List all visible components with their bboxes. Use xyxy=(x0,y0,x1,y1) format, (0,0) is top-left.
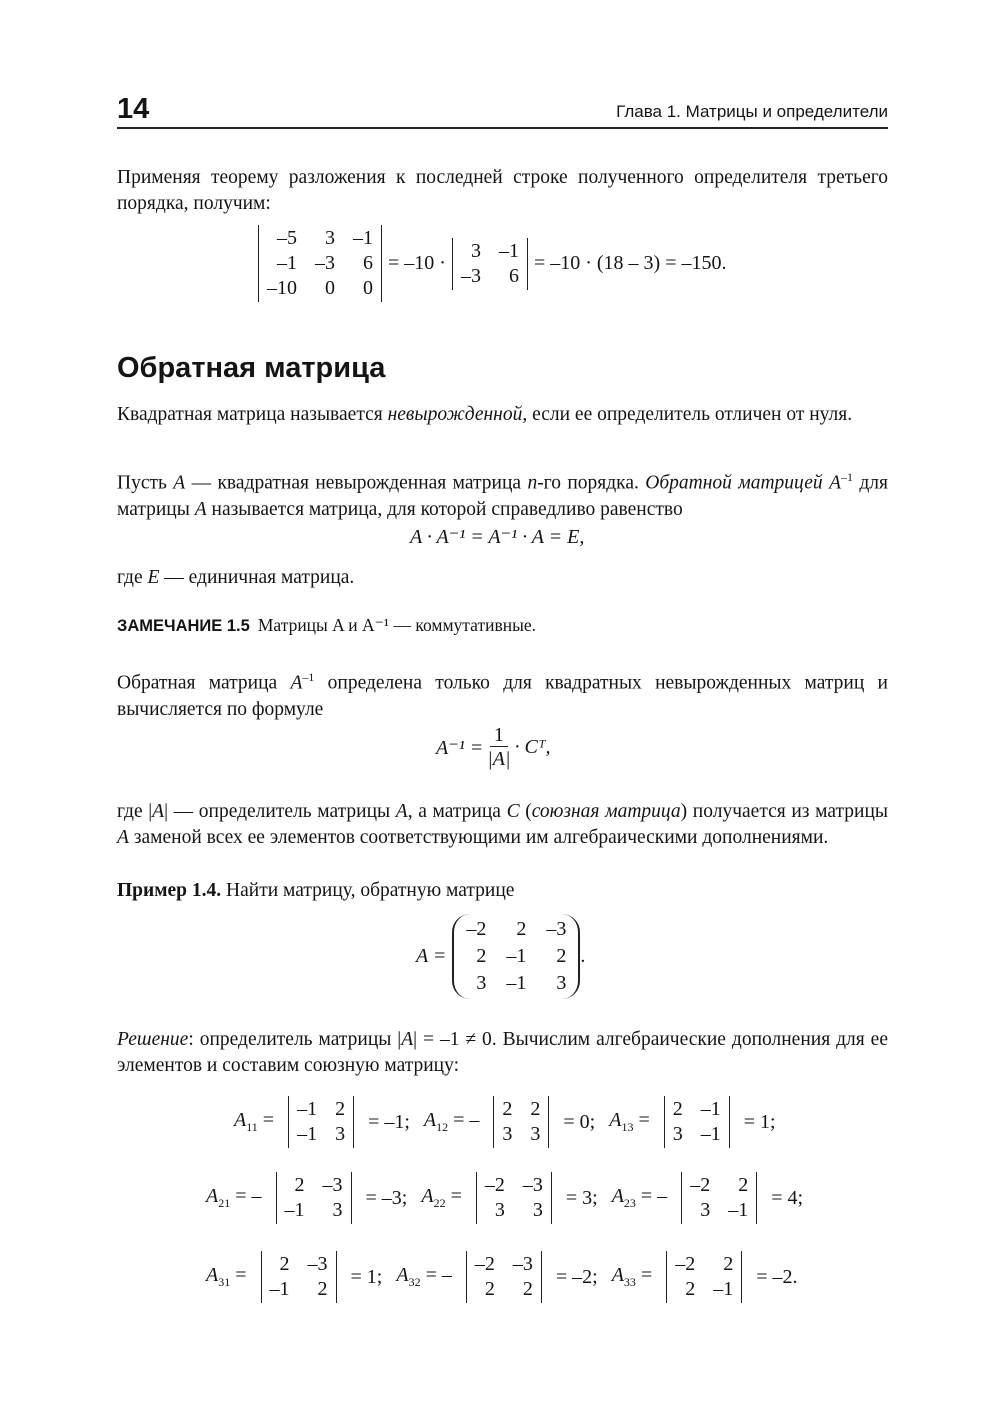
section-title: Обратная матрица xyxy=(117,352,386,384)
remark-text: Матрицы A и A⁻¹ — коммутативные. xyxy=(257,615,536,635)
solution-paragraph: Решение: определитель матрицы |A| = –1 ≠ 0. Вычислим алгебраические дополнения для ее элементов и составим союзную матрицу: xyxy=(117,1029,888,1076)
cofactor-det-23: –2 2 3 –1 xyxy=(681,1172,757,1224)
adjugate-paragraph: где |A| — определитель матрицы A, а матрица C (союзная матрица) получается из матрицы A заменой всех ее элементов соответствующими им алгебраическими дополнениями. xyxy=(117,801,888,848)
expansion-equation xyxy=(258,225,733,302)
cofactor-det-21: 2 –3 –1 3 xyxy=(276,1172,352,1224)
cofactor-det-11: –1 2 –1 3 xyxy=(288,1096,354,1148)
cofactor-row-3: $A_{31}$ = 2 –3 –1 2 = 1; $A_{32}$ = – –2 –3 2 2 = –2; $A_{33}$ = –2 2 2 –1 = –2. xyxy=(206,1251,797,1303)
cofactor-row-2: $A_{21}$ = – 2 –3 –1 3 = –3; $A_{22}$ = –2 –3 3 3 = 3; $A_{23}$ = – –2 2 3 –1 = 4; xyxy=(206,1172,803,1224)
det2-matrix: 3 –1 –3 6 xyxy=(452,238,528,290)
fraction: $\frac{1}{|A|}$ xyxy=(487,724,511,770)
remark xyxy=(117,615,536,636)
example-label: Пример 1.4. xyxy=(117,880,222,901)
remark-label: ЗАМЕЧАНИЕ 1.5 xyxy=(117,617,250,635)
cofactor-det-33: –2 2 2 –1 xyxy=(666,1251,742,1303)
cofactor-det-22: –2 –3 3 3 xyxy=(476,1172,552,1224)
formula-intro: Обратная матрица $A^{-1}$ определена только для квадратных невырожденных матриц и вычисляется по формуле xyxy=(117,670,888,720)
expansion-result: = –10 · (18 – 3) = –150. xyxy=(533,252,727,274)
term-nondegenerate: невырожденной xyxy=(387,404,523,425)
cofactor-det-31: 2 –3 –1 2 xyxy=(261,1251,337,1303)
cofactor-row-1: $A_{11}$ = –1 2 –1 3 = –1; $A_{12}$ = – 2 2 3 3 = 0; $A_{13}$ = 2 –1 3 –1 = 1; xyxy=(234,1096,776,1148)
cofactor-det-13: 2 –1 3 –1 xyxy=(664,1096,730,1148)
header-rule xyxy=(117,127,888,129)
inverse-formula: A⁻¹ = $\frac{1}{|A|}$ · Cᵀ, xyxy=(436,724,551,770)
page-number: 14 xyxy=(117,93,150,125)
expansion-factor: = –10 · xyxy=(388,252,446,274)
matrix-a-body: –2 2 –3 2 –1 2 3 –1 3 xyxy=(452,914,580,999)
solution-label: Решение xyxy=(117,1029,189,1050)
cofactor-det-12: 2 2 3 3 xyxy=(493,1096,549,1148)
definition-inverse: Пусть A — квадратная невырожденная матрица n-го порядка. Обратной матрицей $A^{-1}$ для матрицы A называется матрица, для которой справедливо равенство xyxy=(117,470,888,520)
inverse-equation: A · A⁻¹ = A⁻¹ · A = E, xyxy=(410,526,585,548)
term-adjugate: союзная матрица xyxy=(531,801,681,822)
definition-nondegenerate: Квадратная матрица называется невырожденной, если ее определитель отличен от нуля. xyxy=(117,404,853,425)
example-heading: Пример 1.4. Найти матрицу, обратную матрице xyxy=(117,880,515,901)
identity-line: где E — единичная матрица. xyxy=(117,567,355,588)
cofactor-det-32: –2 –3 2 2 xyxy=(466,1251,542,1303)
intro-paragraph: Применяя теорему разложения к последней строке полученного определителя третьего порядка, получим: xyxy=(117,167,888,214)
term-inverse: Обратной матрицей xyxy=(645,472,823,494)
det3-matrix: –5 3 –1 –1 –3 6 –10 0 0 xyxy=(258,225,382,302)
chapter-title: Глава 1. Матрицы и определители xyxy=(616,102,888,121)
matrix-a: A = –2 2 –3 2 –1 2 3 –1 3 . xyxy=(416,914,585,999)
